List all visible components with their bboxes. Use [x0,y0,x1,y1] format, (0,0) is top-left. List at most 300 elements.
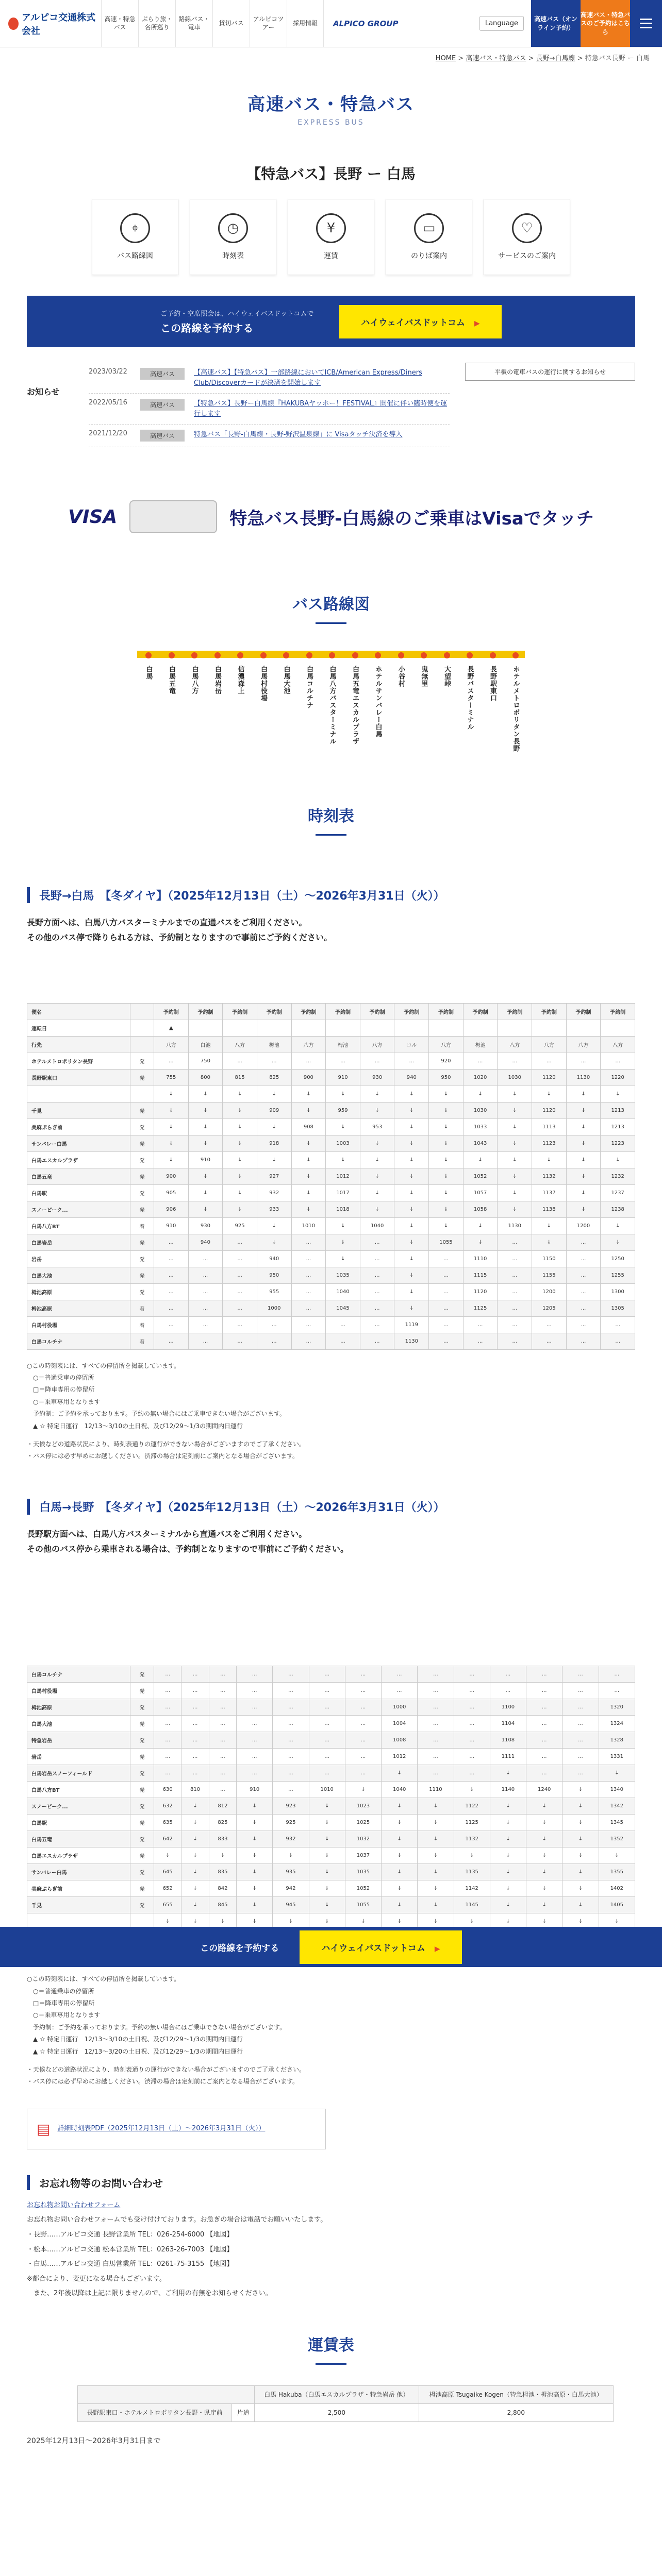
timetable-cell: ↓ [223,1118,257,1135]
highway-bus-reserve-button[interactable]: 高速バス・特急バスのご予約はこちら [581,0,630,47]
timetable-cell: ↓ [394,1086,429,1102]
timetable-cell: ↓ [273,1848,309,1864]
timetable-cell: 1142 [454,1880,490,1897]
timetable-cell: 1119 [394,1316,429,1333]
timetable-cell: ... [454,1683,490,1699]
timetable-cell: ↓ [429,1118,464,1135]
timetable-cell: ... [345,1749,381,1765]
timetable-cell: 923 [273,1798,309,1815]
nav-express-bus[interactable]: 高速・特急バス [101,0,138,47]
timetable-row [27,1184,635,1201]
timetable-cell: ... [345,1716,381,1732]
timetable-cell: ... [181,1683,209,1699]
timetable-cell [463,1020,498,1036]
timetable-cell: 1138 [532,1201,567,1217]
timetable-cell: ↓ [257,1086,291,1102]
news-section [27,363,635,447]
timetable-cell: ↓ [418,1897,454,1913]
quick-link-boarding[interactable] [386,199,472,275]
news-link[interactable]: 【高速バス】【特急バス】一部路線においてICB/American Express/Diners Club/Discoverカードが決済を開始します [194,369,422,387]
timetable-cell: ↓ [498,1086,532,1102]
timetable-cell: ↓ [309,1897,345,1913]
timetable-cell: 着 [130,1300,154,1316]
timetable-cell: 825 [257,1069,291,1086]
page-title-block [0,90,662,127]
timetable-cell: 1000 [382,1699,418,1716]
operation-info-link[interactable]: 平板の電車バスの運行に関するお知らせ [465,363,635,381]
station-name: ホテルメトロポリタン長野 [511,666,520,752]
timetable-cell: 1000 [257,1300,291,1316]
hamburger-menu-icon[interactable] [630,0,662,47]
timetable-cell: 1355 [599,1864,635,1880]
timetable-cell: ... [418,1683,454,1699]
group-brand[interactable]: ALPICO GROUP [333,19,399,28]
pdf-timetable-link[interactable] [27,2109,326,2149]
timetable-header-cell: 予約制 [463,1003,498,1020]
timetable-cell: ... [181,1666,209,1683]
timetable-cell: ... [601,1333,635,1349]
timetable-cell: ↓ [360,1184,394,1201]
news-date: 2022/05/16 [89,399,127,406]
quick-link-route-map[interactable] [92,199,178,275]
timetable-cell: ... [291,1053,326,1069]
timetable-cell [532,1020,567,1036]
timetable-cell: ... [498,1053,532,1069]
station-dot [352,652,358,658]
timetable-cell: 白馬コルチナ [27,1666,130,1683]
timetable-cell: 1342 [599,1798,635,1815]
timetable-cell: ... [237,1749,273,1765]
timetable-cell: 1132 [454,1831,490,1848]
timetable-cell: ... [154,1300,189,1316]
timetable-cell: ↓ [454,1913,490,1930]
timetable-cell: ... [429,1333,464,1349]
timetable-cell: 1125 [454,1815,490,1831]
timetable-cell: ... [526,1732,562,1749]
note-line: その他のバス停で降りられる方は、予約制となりますので事前にご予約ください。 [27,932,333,942]
online-reserve-button[interactable]: 高速バス（オンライン予約） [531,0,581,47]
lost-form-link[interactable]: お忘れ物お問い合わせフォーム [27,2201,121,2209]
route-station [303,648,316,709]
quick-link-fare[interactable] [288,199,374,275]
timetable-cell: ↓ [188,1184,223,1201]
timetable-cell: 1200 [532,1283,567,1300]
timetable-cell: 652 [154,1880,181,1897]
timetable-cell: 1052 [345,1880,381,1897]
timetable-cell: ↓ [498,1151,532,1168]
timetable-cell: 825 [209,1815,236,1831]
station-name: 白馬岩岳 [213,666,221,694]
timetable-cell: ↓ [526,1880,562,1897]
timetable-cell: ... [566,1250,601,1267]
timetable-cell: ↓ [454,1782,490,1798]
timetable-cell [130,1036,154,1053]
timetable-cell: ... [291,1267,326,1283]
timetable-cell: 1004 [382,1716,418,1732]
timetable-cell: ↓ [562,1864,599,1880]
timetable-cell: 1052 [463,1168,498,1184]
timetable-cell: ↓ [429,1151,464,1168]
timetable-cell: 八方 [154,1036,189,1053]
timetable-note [27,916,635,945]
timetable-cell: 1055 [429,1234,464,1250]
timetable-cell: ... [394,1053,429,1069]
timetable-cell: 930 [188,1217,223,1234]
timetable-cell: ↓ [360,1135,394,1151]
timetable-cell: ... [154,1716,181,1732]
timetable-cell: ... [463,1316,498,1333]
timetable-header-cell: 予約制 [291,1003,326,1020]
quick-link-timetable[interactable] [190,199,276,275]
note-line: ▲ ☆ 特定日運行 12/13〜3/10の土日祝、及び12/29〜1/3の期間内日運行 [27,1422,243,1430]
timetable-cell: ... [599,1683,635,1699]
timetable-header-cell: 予約制 [257,1003,291,1020]
timetable-cell: ... [309,1699,345,1716]
timetable-cell: ... [154,1732,181,1749]
timetable-cell: ... [562,1699,599,1716]
timetable-cell: 845 [209,1897,236,1913]
timetable-cell: ↓ [418,1880,454,1897]
timetable-cell: 1025 [345,1815,381,1831]
timetable-cell: ↓ [394,1234,429,1250]
timetable-cell: ↓ [566,1102,601,1118]
timetable-cell: 1037 [345,1848,381,1864]
news-link[interactable]: 【特急バス】長野ー白馬線『HAKUBAヤッホー！FESTIVAL』開催に伴い臨時便を運行します [194,400,448,418]
map-pin-icon: ⌖ [120,213,150,243]
timetable-cell [601,1020,635,1036]
timetable-cell: 1018 [326,1201,360,1217]
news-link[interactable]: 特急バス「長野-白馬線・長野-野沢温泉線」に Visaタッチ決済を導入 [194,431,403,438]
timetable-cell: ↓ [291,1102,326,1118]
nav-tour[interactable]: アルピコツアー [250,0,287,47]
timetable-cell: 1223 [601,1135,635,1151]
timetable-cell: ↓ [463,1217,498,1234]
timetable-cell: 発 [130,1683,154,1699]
timetable-cell: ↓ [237,1897,273,1913]
timetable-cell: ↓ [566,1086,601,1102]
timetable-row [27,1036,635,1053]
note-line: □＝降車専用の停留所 [27,1999,95,2007]
timetable-cell: 八方 [566,1036,601,1053]
timetable-cell [257,1020,291,1036]
timetable-cell: ... [209,1732,236,1749]
timetable-cell: ... [360,1234,394,1250]
timetable-cell: ... [526,1699,562,1716]
route-station [487,648,499,702]
timetable-cell: ↓ [382,1765,418,1782]
timetable-cell: 発 [130,1749,154,1765]
timetable-cell: 755 [154,1069,189,1086]
timetable-cell: 美麻ぷらぎ前 [27,1118,130,1135]
timetable-cell: 1017 [326,1184,360,1201]
breadcrumb-route[interactable]: 長野→白馬線 [536,55,575,62]
timetable-row [27,1201,635,1217]
timetable-cell: ... [454,1732,490,1749]
timetable-cell: 1328 [599,1732,635,1749]
timetable-cell: ↓ [291,1184,326,1201]
station-name: 長野駅東口 [489,666,496,702]
timetable-cell: ... [326,1333,360,1349]
timetable-cell [360,1020,394,1036]
timetable-cell [223,1020,257,1036]
timetable-cell: ... [291,1250,326,1267]
timetable-cell: ... [454,1699,490,1716]
timetable-cell: ↓ [463,1234,498,1250]
timetable-cell: ↓ [291,1151,326,1168]
timetable-cell: ↓ [490,1798,526,1815]
timetable-cell: ↓ [562,1782,599,1798]
timetable-cell: 942 [273,1880,309,1897]
station-dot [421,652,427,658]
timetable-cell: ... [562,1732,599,1749]
site-logo[interactable] [0,0,98,47]
nav-route-bus[interactable]: 路線バス・電車 [175,0,212,47]
timetable-cell: ↓ [291,1201,326,1217]
timetable-header-cell: 予約制 [394,1003,429,1020]
timetable-cell: ... [360,1283,394,1300]
timetable-cell: 発 [130,1250,154,1267]
timetable-cell: 1110 [418,1782,454,1798]
timetable-cell: ... [223,1267,257,1283]
timetable-cell: ↓ [429,1168,464,1184]
nav-sightseeing[interactable]: ぶらり旅・名所巡り [138,0,175,47]
timetable-cell: 1010 [309,1782,345,1798]
news-tag: 高速バス [140,368,185,380]
timetable-cell: ↓ [418,1864,454,1880]
timetable-cell: ... [599,1666,635,1683]
timetable-cell: ... [490,1666,526,1683]
timetable-cell: ↓ [257,1217,291,1234]
lost-line: また、2年後以降は上記に限りませんので、ご利用の有無をお知らせください。 [27,2290,272,2298]
timetable-cell: 白馬大池 [27,1716,130,1732]
note-line [27,1432,635,1438]
highway-bus-com-button[interactable]: ハイウェイバスドットコム ▶ [339,305,501,338]
timetable-cell: ... [418,1749,454,1765]
timetable-cell: ↓ [532,1234,567,1250]
timetable-cell: ... [209,1765,236,1782]
language-selector[interactable] [472,0,531,47]
nav-charter-bus[interactable]: 貸切バス [212,0,250,47]
timetable-cell: ... [566,1234,601,1250]
timetable-cell: ↓ [394,1118,429,1135]
timetable-cell: 白馬駅 [27,1815,130,1831]
timetable-cell [394,1020,429,1036]
sticky-highway-bus-button[interactable]: ハイウェイバスドットコム ▶ [300,1930,461,1964]
page-subtitle: EXPRESS BUS [297,118,365,127]
timetable-cell [27,1086,130,1102]
timetable-notes [27,1360,635,1463]
breadcrumb-express[interactable]: 高速バス・特急バス [466,55,526,62]
station-dot [467,652,473,658]
timetable-cell: 八方 [360,1036,394,1053]
route-station [372,648,384,738]
timetable-cell: ↓ [237,1864,273,1880]
timetable-cell: ... [566,1316,601,1333]
timetable-cell: 白馬大池 [27,1267,130,1283]
timetable-cell: ↓ [382,1815,418,1831]
timetable-cell: ... [566,1267,601,1283]
timetable-cell: ↓ [209,1848,236,1864]
timetable-cell: 1237 [601,1184,635,1201]
pdf-link-text: 詳細時刻表PDF（2025年12月13日（土）〜2026年3月31日（火）） [57,2124,266,2132]
timetable-cell: ... [454,1749,490,1765]
timetable-row [27,1782,635,1798]
booking-band-title: この路線を予約する [160,322,254,334]
route-station [211,648,224,694]
timetable-cell: サンバレー白馬 [27,1864,130,1880]
timetable-cell: 発 [130,1168,154,1184]
timetable-cell: ↓ [382,1848,418,1864]
timetable-cell [498,1020,532,1036]
timetable-cell [130,1020,154,1036]
timetable-cell: 655 [154,1897,181,1913]
breadcrumb-home[interactable]: HOME [435,55,456,62]
timetable-cell: ... [273,1683,309,1699]
timetable-cell: 1220 [601,1069,635,1086]
station-dot [306,652,312,658]
timetable-cell: 白馬八方BT [27,1782,130,1798]
nav-recruit[interactable]: 採用情報 [287,0,324,47]
timetable-cell: 栂池高原 [27,1300,130,1316]
timetable-cell: ↓ [181,1798,209,1815]
timetable-cell: 発 [130,1732,154,1749]
lost-found-heading: お忘れ物等のお問い合わせ [27,2175,635,2190]
timetable-cell: 白馬八方BT [27,1217,130,1234]
timetable-cell: ... [418,1666,454,1683]
timetable-cell: ↓ [566,1151,601,1168]
timetable-cell: 1120 [463,1283,498,1300]
timetable-cell: ↓ [429,1135,464,1151]
timetable-header-cell: 予約制 [498,1003,532,1020]
timetable-cell: 925 [223,1217,257,1234]
timetable-cell: ... [273,1749,309,1765]
timetable-cell: 特急岩岳 [27,1732,130,1749]
news-date: 2023/03/22 [89,368,127,376]
timetable-header-cell: 予約制 [188,1003,223,1020]
timetable-row [27,1716,635,1732]
timetable-cell: ↓ [309,1880,345,1897]
timetable-cell: 1111 [490,1749,526,1765]
timetable-cell: ↓ [181,1864,209,1880]
timetable-cell: ↓ [382,1913,418,1930]
timetable-cell: 発 [130,1234,154,1250]
timetable-cell: ↓ [237,1815,273,1831]
timetable-row [27,1864,635,1880]
timetable-cell: 発 [130,1765,154,1782]
timetable-cell: ↓ [291,1168,326,1184]
timetable-cell: ↓ [532,1086,567,1102]
timetable-cell: ... [188,1267,223,1283]
timetable-cell: ↓ [526,1798,562,1815]
timetable-cell: ↓ [360,1168,394,1184]
timetable-cell: ... [490,1683,526,1699]
timetable-cell: 1032 [345,1831,381,1848]
timetable-cell: 1020 [463,1069,498,1086]
timetable-cell: ... [429,1250,464,1267]
timetable-cell: 1003 [326,1135,360,1151]
news-heading: お知らせ [27,387,60,397]
timetable-cell: ... [154,1699,181,1716]
timetable-cell: ↓ [154,1086,189,1102]
timetable-cell: 八方 [223,1036,257,1053]
timetable-cell: ... [562,1749,599,1765]
timetable-cell: ↓ [532,1151,567,1168]
timetable-cell: 953 [360,1118,394,1135]
timetable-cell: ... [237,1716,273,1732]
timetable-cell: ... [601,1316,635,1333]
note-line: その他のバス停から乗車される場合は、予約制となりますので事前にご予約ください。 [27,1544,349,1554]
timetable-cell: 美麻ぷらぎ前 [27,1880,130,1897]
timetable-cell: 918 [257,1135,291,1151]
note-line: ○この時刻表には、すべての停留所を掲載しています。 [27,1975,180,1983]
timetable-cell: ... [237,1666,273,1683]
station-name: 白馬八方バスターミナル [328,666,336,745]
timetable-row [27,1666,635,1683]
fare-value: 2,800 [419,2403,613,2421]
timetable-cell: ... [566,1333,601,1349]
quick-link-service[interactable] [484,199,570,275]
timetable-cell: 920 [429,1053,464,1069]
visa-banner-text: 特急バス長野-白馬線のご乗車はVisaでタッチ [229,508,594,529]
note-line: ▲ ☆ 特定日運行 12/13〜3/10の土日祝、及び12/29〜1/3の期間内日運行 [27,2036,243,2043]
timetable-cell: ↓ [237,1848,273,1864]
timetable-cell: 白馬村役場 [27,1683,130,1699]
timetable-cell: 1331 [599,1749,635,1765]
route-station [257,648,270,702]
timetable-cell: ... [237,1683,273,1699]
timetable-cell: 1012 [326,1168,360,1184]
timetable-cell: 1145 [454,1897,490,1913]
timetable-cell: ↓ [562,1848,599,1864]
timetable-cell: 運転日 [27,1020,130,1036]
timetable-header-row [27,1003,635,1020]
timetable-cell: 940 [394,1069,429,1086]
timetable-cell: ... [154,1333,189,1349]
timetable-cell: 八方 [291,1036,326,1053]
timetable-cell: ... [273,1732,309,1749]
note-line: ○＝普通乗車の停留所 [27,1374,94,1381]
timetable-cell: 1120 [532,1069,567,1086]
timetable-nagano-hakuba-title: 長野→白馬 【冬ダイヤ】（2025年12月13日（土）〜2026年3月31日（火）） [27,887,635,903]
timetable-cell: ↓ [223,1168,257,1184]
timetable-cell: 発 [130,1201,154,1217]
timetable-cell [130,1086,154,1102]
timetable-cell: ↓ [309,1848,345,1864]
timetable-cell: ↓ [360,1201,394,1217]
timetable-cell: 935 [273,1864,309,1880]
yen-icon: ¥ [316,213,346,243]
timetable-cell: ↓ [599,1913,635,1930]
quick-link-label: サービスのご案内 [498,252,556,260]
timetable-cell: ... [429,1283,464,1300]
timetable-cell: ... [345,1732,381,1749]
timetable-cell: ... [498,1234,532,1250]
timetable-cell: ↓ [291,1086,326,1102]
route-station [349,648,361,745]
route-map [137,643,525,752]
sticky-booking-text: この路線を予約する [200,1943,279,1954]
timetable-cell: 岩岳 [27,1250,130,1267]
timetable-cell: ↓ [345,1782,381,1798]
timetable-cell: 1043 [463,1135,498,1151]
visa-banner[interactable] [31,494,631,540]
timetable-cell: 発 [130,1184,154,1201]
timetable-cell: 発 [130,1118,154,1135]
timetable-cell: 白池 [188,1036,223,1053]
timetable-cell: ... [273,1699,309,1716]
note-line: 予約制：ご予約を承っております。予約の無い場合にはご乗車できない場合がございます。 [27,2023,286,2031]
timetable-cell: 1023 [345,1798,381,1815]
